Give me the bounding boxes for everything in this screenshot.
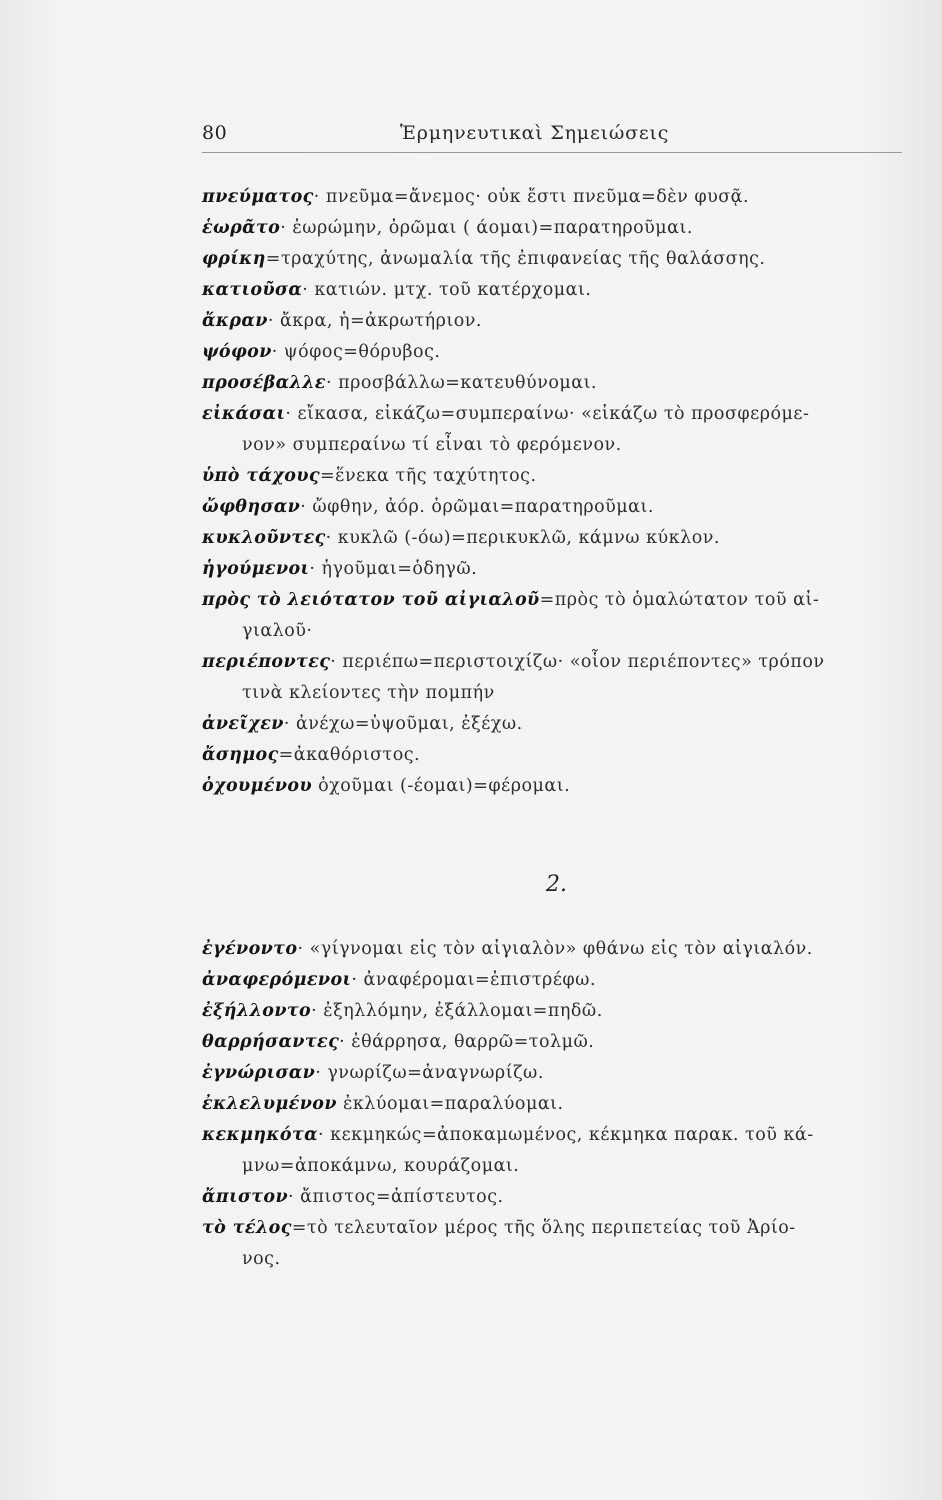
glossary-entry <box>202 182 912 213</box>
glossary-entry <box>202 771 912 802</box>
glossary-entry <box>202 965 912 996</box>
glossary-entry <box>202 1182 912 1213</box>
glossary-entry <box>202 244 912 275</box>
glossary-entry <box>202 1058 912 1089</box>
entry-term: ἡγούμενοι <box>202 559 310 579</box>
entry-term: ἄκραν <box>202 311 268 331</box>
entry-gloss: · ἡγοῦμαι=ὁδηγῶ. <box>309 559 478 579</box>
entry-term: κεκμηκότα <box>202 1125 319 1145</box>
entry-gloss: μνω=ἀποκάμνω, κουράζομαι. <box>242 1156 520 1176</box>
glossary-entry <box>202 934 912 965</box>
entry-term: ὤφθησαν <box>202 497 301 517</box>
glossary-entry <box>202 996 912 1027</box>
entry-term: εἰκάσαι <box>202 404 286 424</box>
entry-gloss: · γνωρίζω=ἀναγνωρίζω. <box>315 1063 544 1083</box>
entry-gloss: γιαλοῦ· <box>242 621 313 641</box>
glossary-entry <box>202 1027 912 1058</box>
entry-term: κατιοῦσα <box>202 280 303 300</box>
entry-gloss: · ἀναφέρομαι=ἐπιστρέφω. <box>351 970 596 990</box>
entry-term: ἄπιστον <box>202 1187 289 1207</box>
entry-gloss: · κυκλῶ (-όω)=περικυκλῶ, κάμνω κύκλον. <box>325 528 720 548</box>
entry-term: φρίκη <box>202 249 266 269</box>
entry-term: ἐγνώρισαν <box>202 1063 316 1083</box>
entry-gloss: · ἐθάρρησα, θαρρῶ=τολμῶ. <box>339 1032 595 1052</box>
entry-gloss: · προσβάλλω=κατευθύνομαι. <box>325 373 597 393</box>
entry-term: κυκλοῦντες <box>202 528 326 548</box>
glossary-entry <box>202 585 912 616</box>
running-title: Ἑρμηνευτικαὶ Σημειώσεις <box>400 122 670 144</box>
entry-gloss: · ἄκρα, ἡ=ἀκρωτήριον. <box>267 311 482 331</box>
entry-term: ἀναφερόμενοι <box>202 970 352 990</box>
entry-gloss: · «γίγνομαι εἰς τὸν αἰγιαλὸν» φθάνω εἰς τὸν αἰγιαλόν. <box>297 939 813 959</box>
entry-gloss: =τὸ τελευταῖον μέρος τῆς ὅλης περιπετείας τοῦ Ἀρίο- <box>291 1218 796 1238</box>
entry-term: ὑπὸ τάχους <box>202 466 320 486</box>
glossary-entry-continuation <box>202 1244 912 1275</box>
entry-gloss: · ἄπιστος=ἀπίστευτος. <box>288 1187 504 1207</box>
entry-term: περιέποντες <box>202 652 331 672</box>
section-number: 2. <box>546 872 567 897</box>
entry-gloss: · κεκμηκώς=ἀποκαμωμένος, κέκμηκα παρακ. τοῦ κά- <box>318 1125 814 1145</box>
entry-term: ἑωρᾶτο <box>202 218 281 238</box>
glossary-entry <box>202 740 912 771</box>
glossary-entry <box>202 1089 912 1120</box>
entry-gloss: ἐκλύομαι=παραλύομαι. <box>336 1094 564 1114</box>
entry-term: ὀχουμένου <box>202 776 313 796</box>
entry-gloss: =ἀκαθόριστος. <box>278 745 421 765</box>
glossary-entry <box>202 1213 912 1244</box>
glossary-entry <box>202 709 912 740</box>
entry-term: ψόφον <box>202 342 272 362</box>
entry-term: ἐκλελυμένον <box>202 1094 337 1114</box>
entry-gloss: =ἕνεκα τῆς ταχύτητος. <box>319 466 537 486</box>
glossary-entry <box>202 337 912 368</box>
entry-gloss: · ὤφθην, ἀόρ. ὁρῶμαι=παρατηροῦμαι. <box>300 497 654 517</box>
entry-term: ἀνεῖχεν <box>202 714 284 734</box>
entry-gloss: · ψόφος=θόρυβος. <box>271 342 441 362</box>
entry-gloss: νος. <box>242 1249 281 1269</box>
entry-gloss: · ἑωρώμην, ὁρῶμαι ( άομαι)=παρατηροῦμαι. <box>280 218 693 238</box>
glossary-entry-continuation <box>202 678 912 709</box>
glossary-entry <box>202 461 912 492</box>
glossary-entry-continuation <box>202 430 912 461</box>
page-number: 80 <box>202 122 228 144</box>
entry-gloss: · περιέπω=περιστοιχίζω· «οἷον περιέποντες» τρόπον <box>330 652 825 672</box>
glossary-entry <box>202 275 912 306</box>
glossary-entry <box>202 647 912 678</box>
entry-term: θαρρήσαντες <box>202 1032 340 1052</box>
entry-term: πνεύματος <box>202 187 314 207</box>
entry-gloss: · ἐξηλλόμην, ἐξάλλομαι=πηδῶ. <box>311 1001 603 1021</box>
entry-term: προσέβαλλε <box>202 373 326 393</box>
glossary-entry-continuation <box>202 616 912 647</box>
entry-term: τὸ τέλος <box>202 1218 292 1238</box>
entry-term: πρὸς τὸ λειότατον τοῦ αἰγιαλοῦ <box>202 590 540 610</box>
entry-gloss: · πνεῦμα=ἄνεμος· οὐκ ἔστι πνεῦμα=δὲν φυσᾷ. <box>313 187 750 207</box>
glossary-entry-continuation <box>202 1151 912 1182</box>
entry-gloss: =πρὸς τὸ ὁμαλώτατον τοῦ αἰ- <box>539 590 820 610</box>
glossary-entry <box>202 492 912 523</box>
page-header <box>202 122 902 156</box>
entry-term: ἐξήλλοντο <box>202 1001 312 1021</box>
glossary-entry <box>202 399 912 430</box>
entry-gloss: τινὰ κλείοντες τὴν πομπήν <box>242 683 495 703</box>
glossary-entry <box>202 213 912 244</box>
glossary-entry <box>202 368 912 399</box>
glossary-section-1 <box>202 182 912 802</box>
glossary-entry <box>202 306 912 337</box>
entry-term: ἐγένοντο <box>202 939 298 959</box>
glossary-entry <box>202 523 912 554</box>
entry-gloss: =τραχύτης, ἀνωμαλία τῆς ἐπιφανείας τῆς θαλάσσης. <box>265 249 766 269</box>
glossary-entry <box>202 1120 912 1151</box>
entry-gloss: · εἴκασα, εἰκάζω=συμπεραίνω· «εἰκάζω τὸ προσφερόμε- <box>285 404 810 424</box>
entry-gloss: · ἀνέχω=ὑψοῦμαι, ἐξέχω. <box>283 714 523 734</box>
entry-gloss: · κατιών. μτχ. τοῦ κατέρχομαι. <box>302 280 592 300</box>
entry-term: ἄσημος <box>202 745 279 765</box>
entry-gloss: νον» συμπεραίνω τί εἶναι τὸ φερόμενον. <box>242 435 622 455</box>
glossary-section-2 <box>202 934 912 1275</box>
glossary-entry <box>202 554 912 585</box>
entry-gloss: ὀχοῦμαι (-έομαι)=φέρομαι. <box>312 776 571 796</box>
header-rule <box>202 152 902 153</box>
